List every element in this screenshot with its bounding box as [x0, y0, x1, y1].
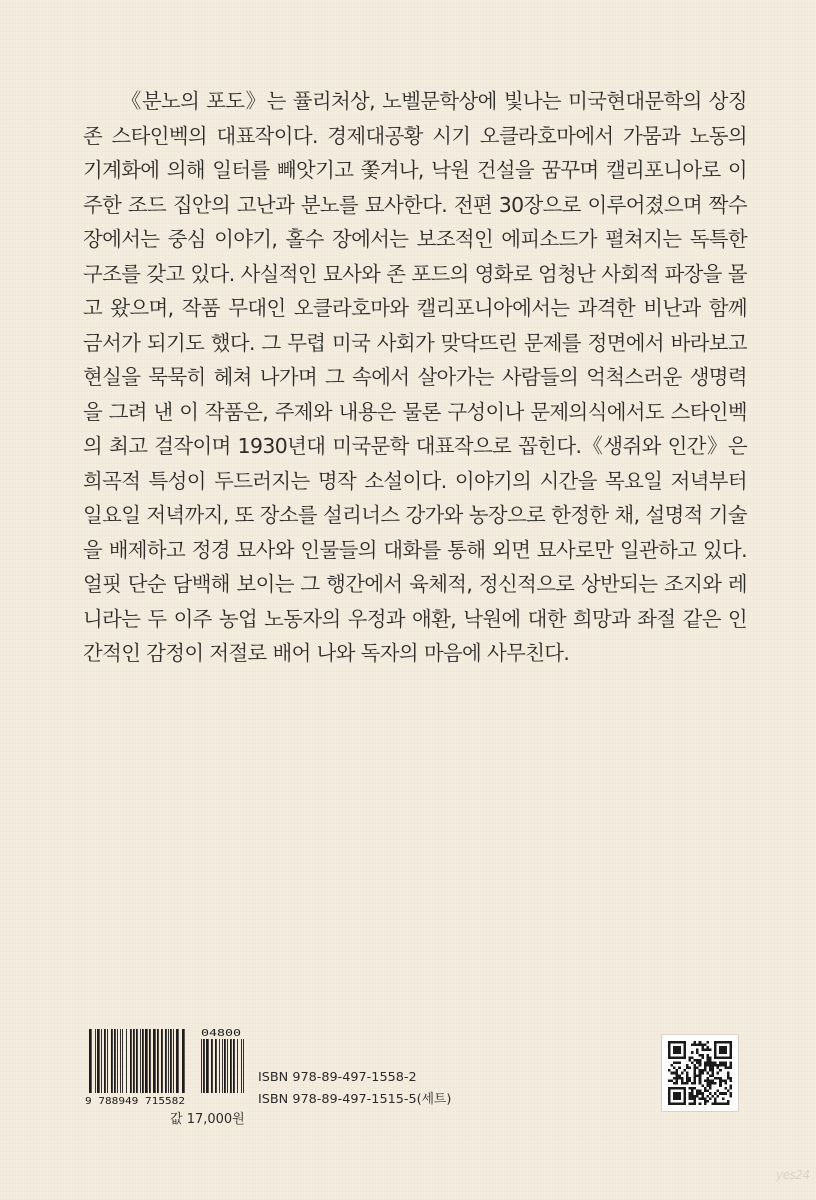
barcode-bar: [203, 1039, 205, 1093]
price-label: 값 17,000원: [170, 1112, 245, 1127]
barcode-bar: [114, 1029, 116, 1093]
barcode-bar: [136, 1029, 138, 1093]
barcode-bar: [168, 1029, 169, 1093]
barcode-bar: [230, 1039, 232, 1093]
barcode-bar: [89, 1029, 92, 1093]
isbn-line: ISBN 978-89-497-1558-2: [258, 1070, 417, 1085]
barcode-addon-digits: 04800: [201, 1028, 241, 1039]
barcode-bar: [153, 1029, 156, 1093]
barcode-bar: [111, 1029, 113, 1093]
barcode-bar: [182, 1029, 185, 1093]
barcode-bar: [149, 1029, 151, 1093]
barcode-bar: [122, 1029, 123, 1093]
barcode-bar: [173, 1029, 174, 1093]
barcode-bar: [120, 1029, 121, 1093]
barcode-bar: [224, 1039, 226, 1093]
barcode-bar: [227, 1039, 228, 1093]
barcode-bar: [126, 1029, 127, 1093]
barcode-icon: [83, 1027, 253, 1107]
isbn-set-line: ISBN 978-89-497-1515-5(세트): [258, 1092, 452, 1107]
barcode-bar: [176, 1029, 179, 1093]
barcode-bar: [241, 1039, 242, 1093]
barcode-bar: [97, 1029, 100, 1093]
barcode-bar: [130, 1029, 132, 1093]
barcode-bar: [165, 1029, 167, 1093]
barcode-bar: [237, 1039, 238, 1093]
barcode-bar: [219, 1039, 220, 1093]
barcode-bar: [117, 1029, 118, 1093]
qr-code-icon: [668, 1041, 732, 1105]
barcode-main-digits: 9 788949 715582: [85, 1096, 185, 1107]
barcode-bar: [211, 1039, 213, 1093]
barcode-bar: [95, 1029, 96, 1093]
barcode-bar: [170, 1029, 172, 1093]
barcode-bar: [101, 1029, 102, 1093]
barcode-bar: [215, 1039, 217, 1093]
barcode-bar: [107, 1029, 108, 1093]
barcode-bar: [104, 1029, 106, 1093]
barcode-bar: [142, 1029, 144, 1093]
barcode-bar: [145, 1029, 148, 1093]
barcode-bar: [243, 1039, 244, 1093]
barcode-bar: [157, 1029, 159, 1093]
barcode-bar: [133, 1029, 135, 1093]
barcode-bar: [161, 1029, 163, 1093]
barcode-bar: [206, 1039, 209, 1093]
book-description: 《분노의 포도》는 퓰리처상, 노벨문학상에 빛나는 미국현대문학의 상징 존 스타인벡의 대표작이다. 경제대공황 시기 오클라호마에서 가뭄과 노동의 기계화에 의해 일터를 빼앗기고 쫓겨나, 낙원 건설을 꿈꾸며 캘리포니아로 이주한 조드 집안의 고난과 분노를 묘사한다. 전편 30장으로 이루어졌으며 짝수 장에서는 중심 이야기, 홀수 장에서는 보조적인 에피소드가 펼쳐지는 독특한 구조를 갖고 있다. 사실적인 묘사와 존 포드의 영화로 엄청난 사회적 파장을 몰고 왔으며, 작품 무대인 오클라호마와 캘리포니아에서는 과격한 비난과 함께 금서가 되기도 했다. 그 무렵 미국 사회가 맞닥뜨린 문제를 정면에서 바라보고 현실을 묵묵히 헤쳐 나가며 그 속에서 살아가는 사람들의 억척스러운 생명력을 그려 낸 이 작품은, 주제와 내용은 물론 구성이나 문제의식에서도 스타인벡의 최고 걸작이며 1930년대 미국문학 대표작으로 꼽힌다.《생쥐와 인간》은 희곡적 특성이 두드러지는 명작 소설이다. 이야기의 시간을 목요일 저녁부터 일요일 저녁까지, 또 장소를 설리너스 강가와 농장으로 한정한 채, 설명적 기술을 배제하고 정경 묘사와 인물들의 대화를 통해 외면 묘사로만 일관하고 있다. 얼핏 단순 담백해 보이는 그 행간에서 육체적, 정신적으로 상반되는 조지와 레니라는 두 이주 농업 노동자의 우정과 애환, 낙원에 대한 희망과 좌절 같은 인간적인 감정이 저절로 배어 나와 독자의 마음에 사무친다.: [83, 89, 747, 665]
barcode-bar: [201, 1039, 202, 1093]
barcode-bar: [140, 1029, 141, 1093]
watermark: yes24: [776, 1168, 810, 1182]
barcode-bar: [222, 1039, 223, 1093]
qr-code: [661, 1034, 739, 1112]
barcode-bar: [233, 1039, 235, 1093]
